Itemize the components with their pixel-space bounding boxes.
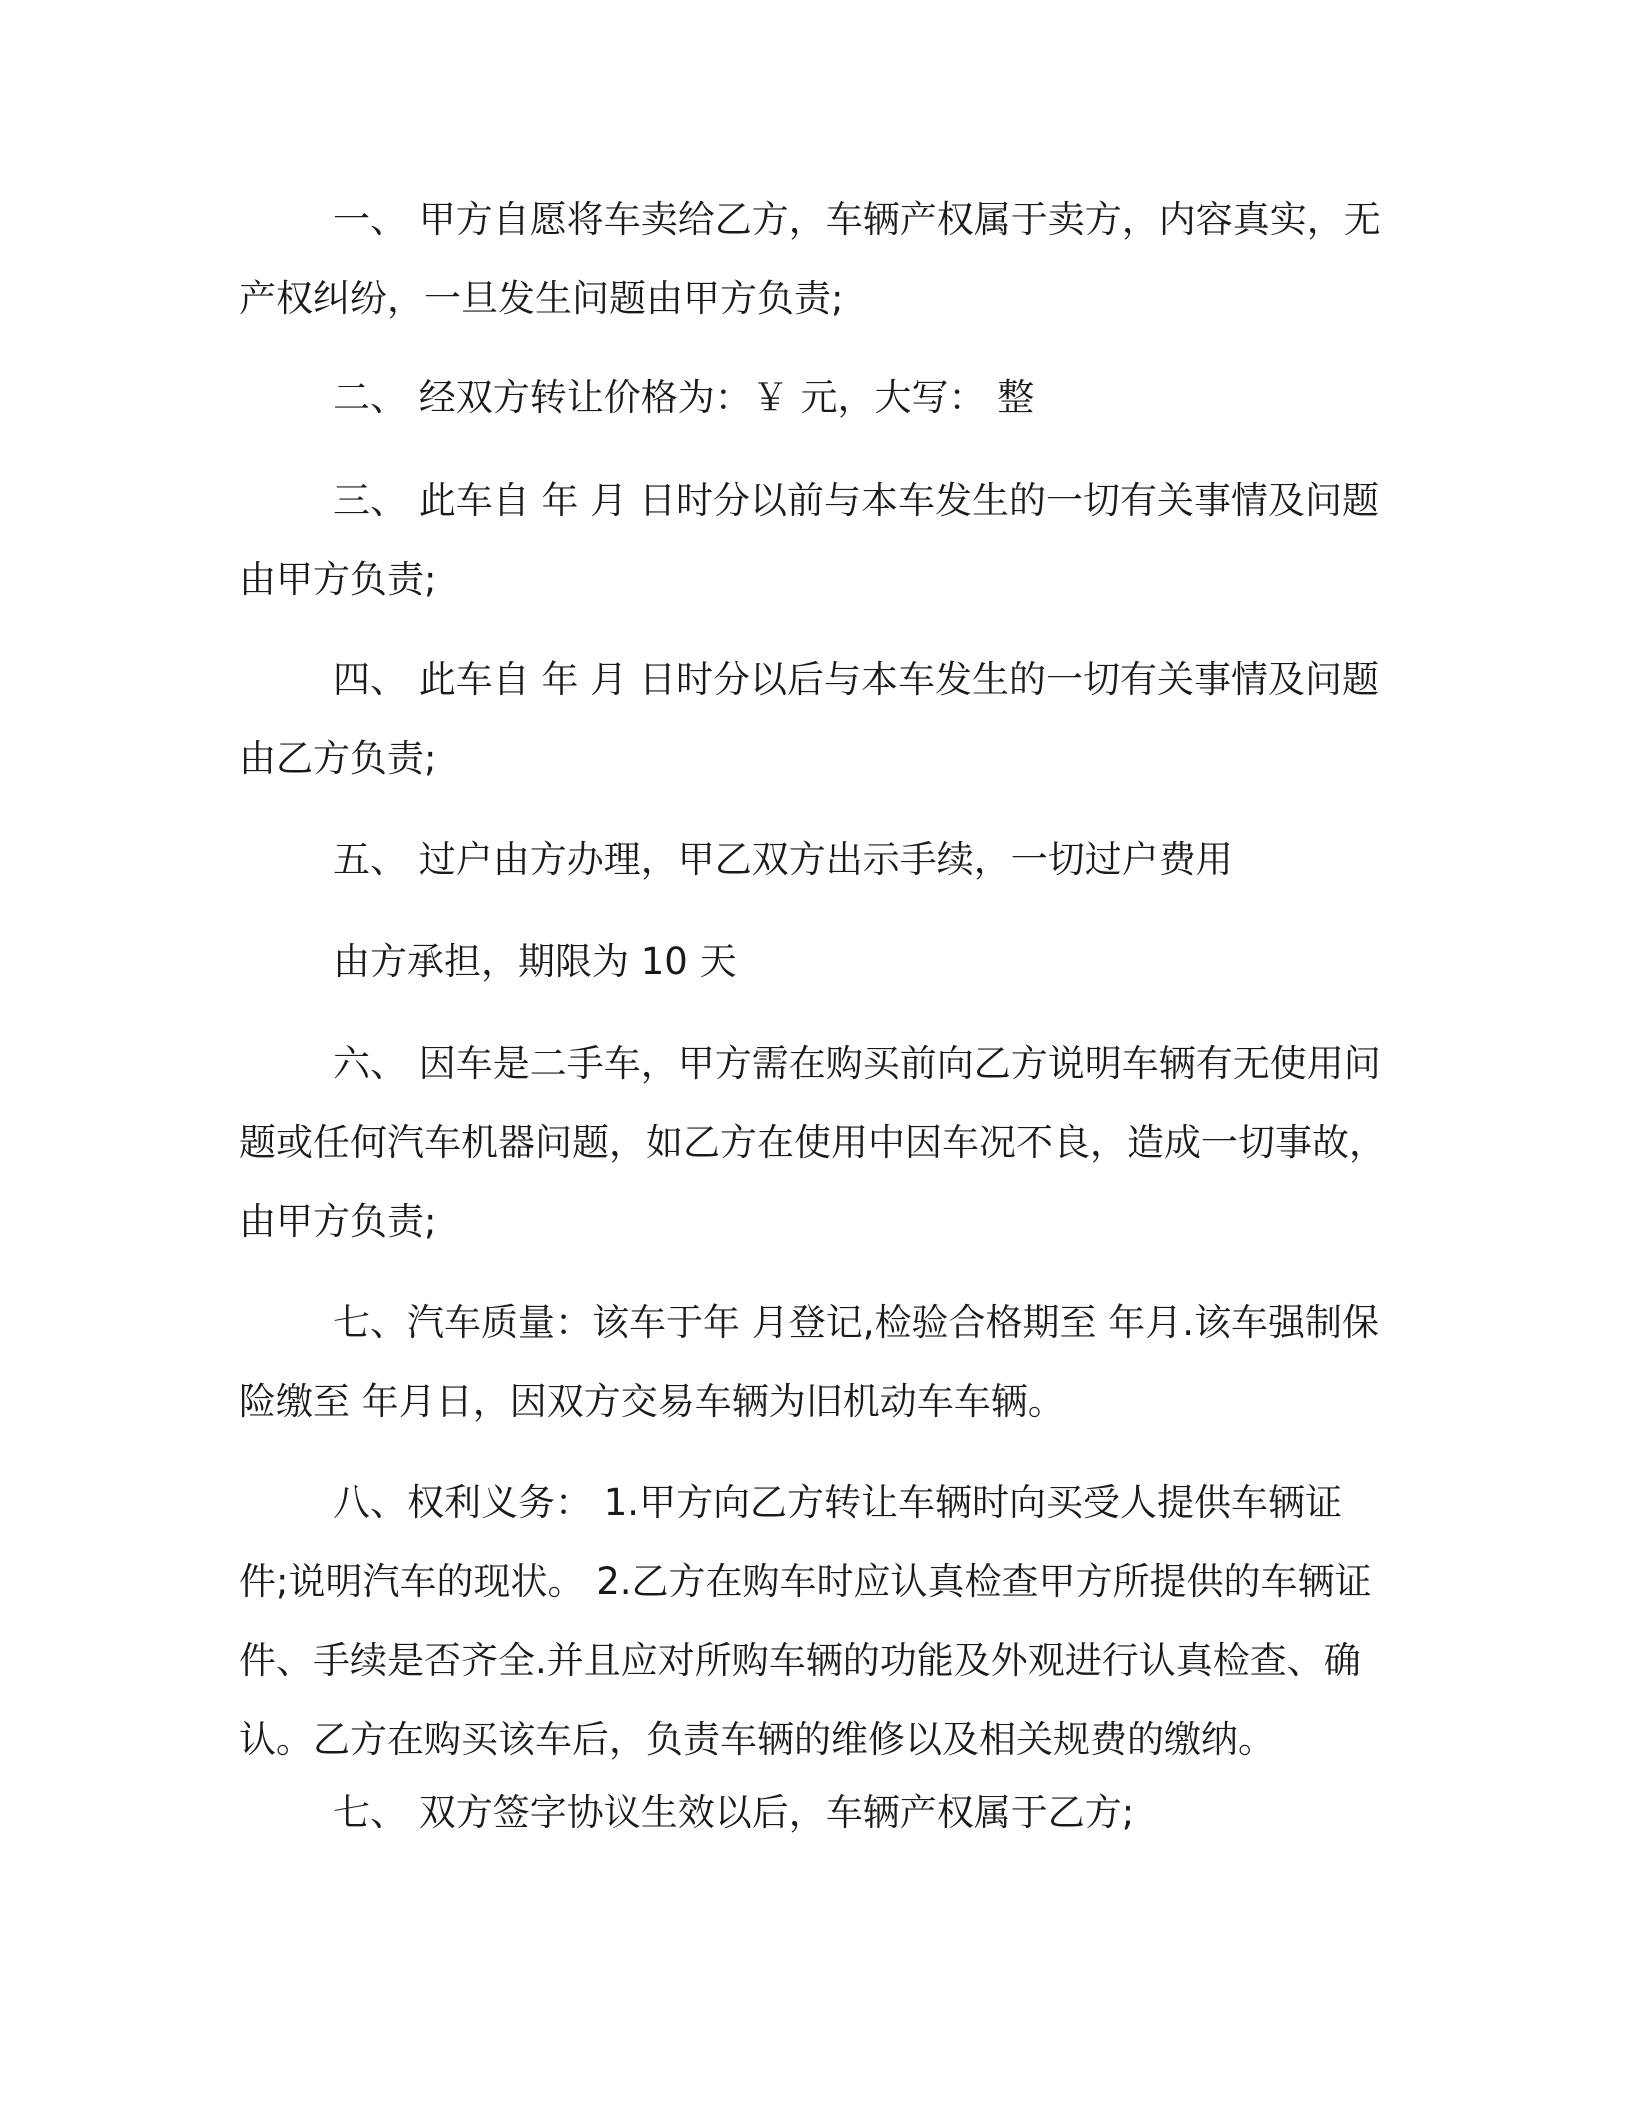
- clause-7-vehicle-quality: 七、汽车质量：该车于年 月登记,检验合格期至 年月.该车强制保险缴至 年月日，因双方交易车辆为旧机动车车辆。: [239, 1301, 1380, 1423]
- clause-6: 六、 因车是二手车，甲方需在购买前向乙方说明车辆有无使用问题或任何汽车机器问题，如乙方在使用中因车况不良，造成一切事故，由甲方负责;: [239, 1042, 1386, 1243]
- clause-8-rights-obligations: 八、权利义务： 1.甲方向乙方转让车辆时向买受人提供车辆证件;说明汽车的现状。 2.乙方在购车时应认真检查甲方所提供的车辆证件、手续是否齐全.并且应对所购车辆的功能及外观进行认真检查、确认。乙方在购买该车后，负责车辆的维修以及相关规费的缴纳。: [239, 1481, 1372, 1761]
- clause-3: 三、 此车自 年 月 日时分以前与本车发生的一切有关事情及问题由甲方负责;: [239, 479, 1380, 601]
- clause-7-effective: 七、 双方签字协议生效以后，车辆产权属于乙方;: [333, 1791, 1135, 1834]
- clause-5: 五、 过户由方办理，甲乙双方出示手续，一切过户费用: [333, 838, 1233, 881]
- clause-2: 二、 经双方转让价格为：￥ 元，大写： 整: [333, 376, 1035, 419]
- clause-5-continued: 由方承担，期限为 10 天: [333, 940, 737, 983]
- clause-4: 四、 此车自 年 月 日时分以后与本车发生的一切有关事情及问题由乙方负责;: [239, 658, 1380, 780]
- clause-1: 一、 甲方自愿将车卖给乙方，车辆产权属于卖方，内容真实，无产权纠纷，一旦发生问题由甲方负责;: [239, 198, 1381, 320]
